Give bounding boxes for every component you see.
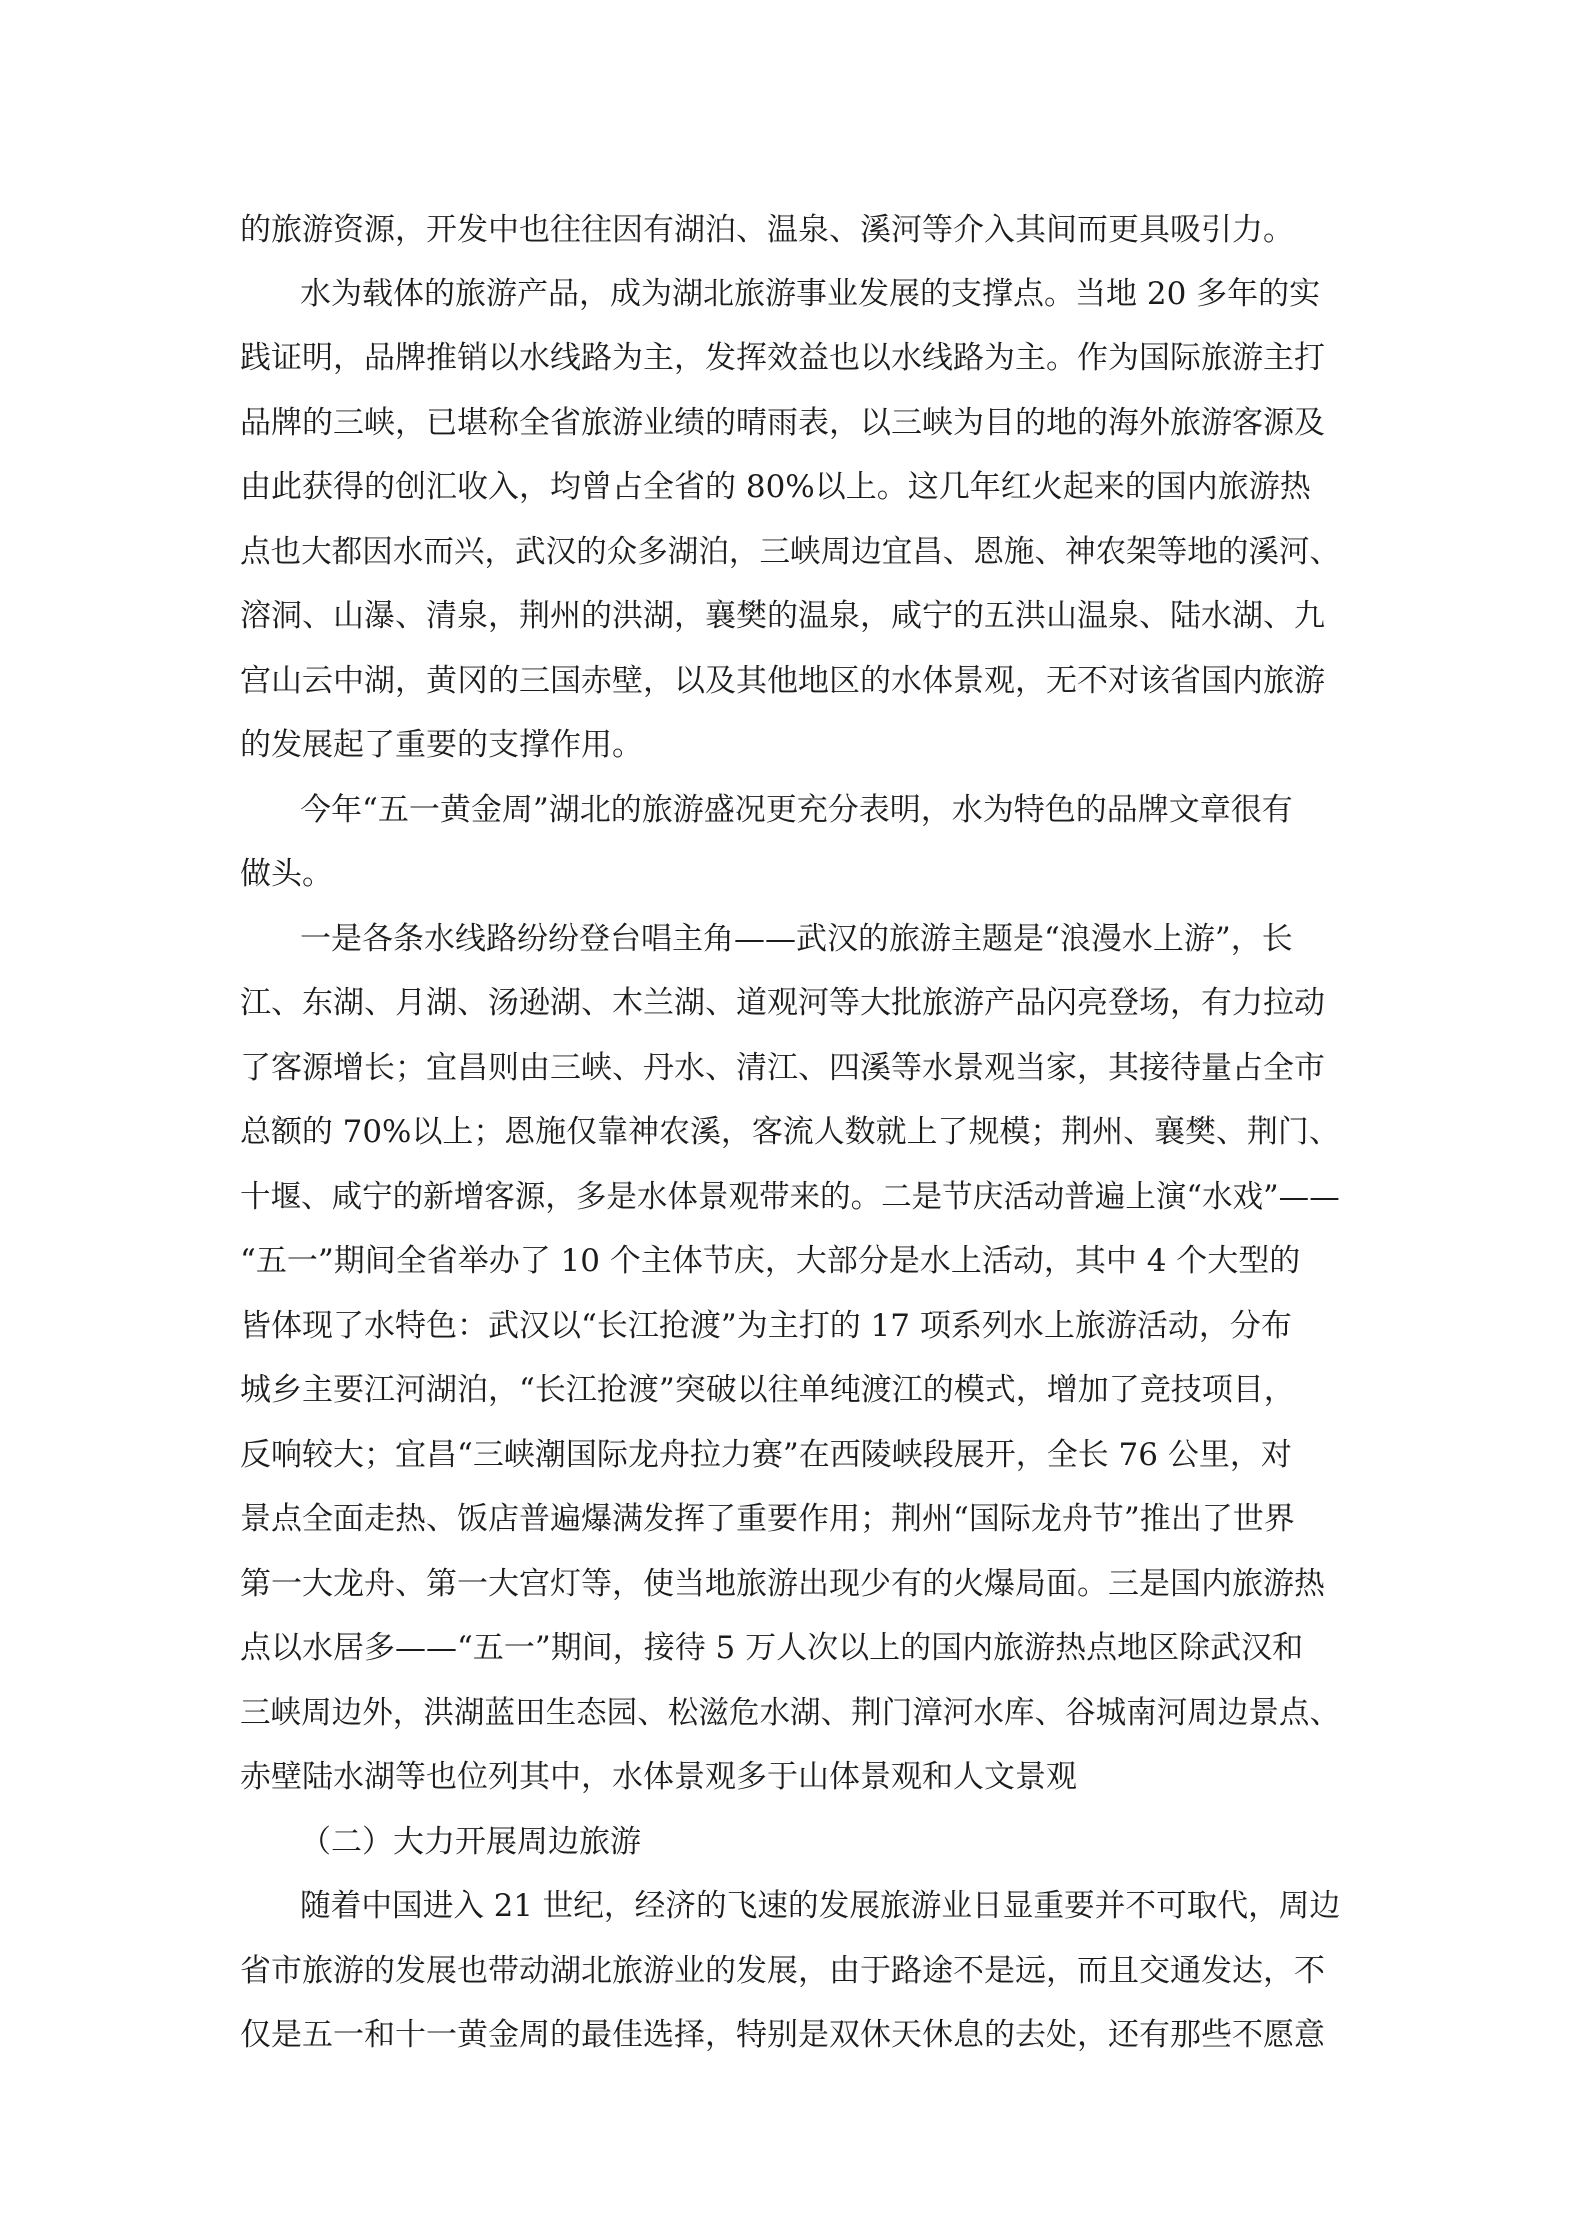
text-line: 第一大龙舟、第一大宫灯等，使当地旅游出现少有的火爆局面。三是国内旅游热 <box>240 1566 1325 1602</box>
text-line: 省市旅游的发展也带动湖北旅游业的发展，由于路途不是远，而且交通发达，不 <box>240 1953 1325 1989</box>
text-line: 做头。 <box>240 856 333 892</box>
text-line: 点以水居多——“五一”期间，接待 5 万人次以上的国内旅游热点地区除武汉和 <box>240 1630 1304 1666</box>
text-line: 十堰、咸宁的新增客源，多是水体景观带来的。二是节庆活动普遍上演“水戏”—— <box>240 1179 1340 1215</box>
text-line: 皆体现了水特色：武汉以“长江抢渡”为主打的 17 项系列水上旅游活动，分布 <box>240 1308 1292 1344</box>
text-line: 随着中国进入 21 世纪，经济的飞速的发展旅游业日显重要并不可取代，周边 <box>300 1888 1341 1924</box>
text-line: 的发展起了重要的支撑作用。 <box>240 727 643 763</box>
text-line: 仅是五一和十一黄金周的最佳选择，特别是双休天休息的去处，还有那些不愿意 <box>240 2017 1325 2053</box>
text-line: 践证明，品牌推销以水线路为主，发挥效益也以水线路为主。作为国际旅游主打 <box>240 340 1325 376</box>
section-heading: （二）大力开展周边旅游 <box>300 1824 641 1860</box>
text-line: 品牌的三峡，已堪称全省旅游业绩的晴雨表，以三峡为目的地的海外旅游客源及 <box>240 405 1325 441</box>
text-line: 总额的 70%以上；恩施仅靠神农溪，客流人数就上了规模；荆州、襄樊、荆门、 <box>240 1114 1340 1150</box>
text-line: “五一”期间全省举办了 10 个主体节庆，大部分是水上活动，其中 4 个大型的 <box>240 1243 1301 1279</box>
text-line: 三峡周边外，洪湖蓝田生态园、松滋危水湖、荆门漳河水库、谷城南河周边景点、 <box>240 1695 1341 1731</box>
text-line: 点也大都因水而兴，武汉的众多湖泊，三峡周边宜昌、恩施、神农架等地的溪河、 <box>240 534 1341 570</box>
text-line: 溶洞、山瀑、清泉，荆州的洪湖，襄樊的温泉，咸宁的五洪山温泉、陆水湖、九 <box>240 598 1325 634</box>
text-line: 了客源增长；宜昌则由三峡、丹水、清江、四溪等水景观当家，其接待量占全市 <box>240 1050 1325 1086</box>
text-line: 的旅游资源，开发中也往往因有湖泊、温泉、溪河等介入其间而更具吸引力。 <box>240 212 1294 248</box>
text-line: 景点全面走热、饭店普遍爆满发挥了重要作用；荆州“国际龙舟节”推出了世界 <box>240 1501 1295 1537</box>
text-line: 反响较大；宜昌“三峡潮国际龙舟拉力赛”在西陵峡段展开，全长 76 公里，对 <box>240 1437 1292 1473</box>
text-line: 赤壁陆水湖等也位列其中，水体景观多于山体景观和人文景观 <box>240 1759 1077 1795</box>
text-line: 水为载体的旅游产品，成为湖北旅游事业发展的支撑点。当地 20 多年的实 <box>300 276 1321 312</box>
text-line: 一是各条水线路纷纷登台唱主角——武汉的旅游主题是“浪漫水上游”，长 <box>300 921 1293 957</box>
text-line: 城乡主要江河湖泊，“长江抢渡”突破以往单纯渡江的模式，增加了竞技项目， <box>240 1372 1295 1408</box>
text-line: 宫山云中湖，黄冈的三国赤壁，以及其他地区的水体景观，无不对该省国内旅游 <box>240 663 1325 699</box>
text-line: 今年“五一黄金周”湖北的旅游盛况更充分表明，水为特色的品牌文章很有 <box>300 792 1293 828</box>
text-line: 由此获得的创汇收入，均曾占全省的 80%以上。这几年红火起来的国内旅游热 <box>240 469 1311 505</box>
text-line: 江、东湖、月湖、汤逊湖、木兰湖、道观河等大批旅游产品闪亮登场，有力拉动 <box>240 985 1325 1021</box>
